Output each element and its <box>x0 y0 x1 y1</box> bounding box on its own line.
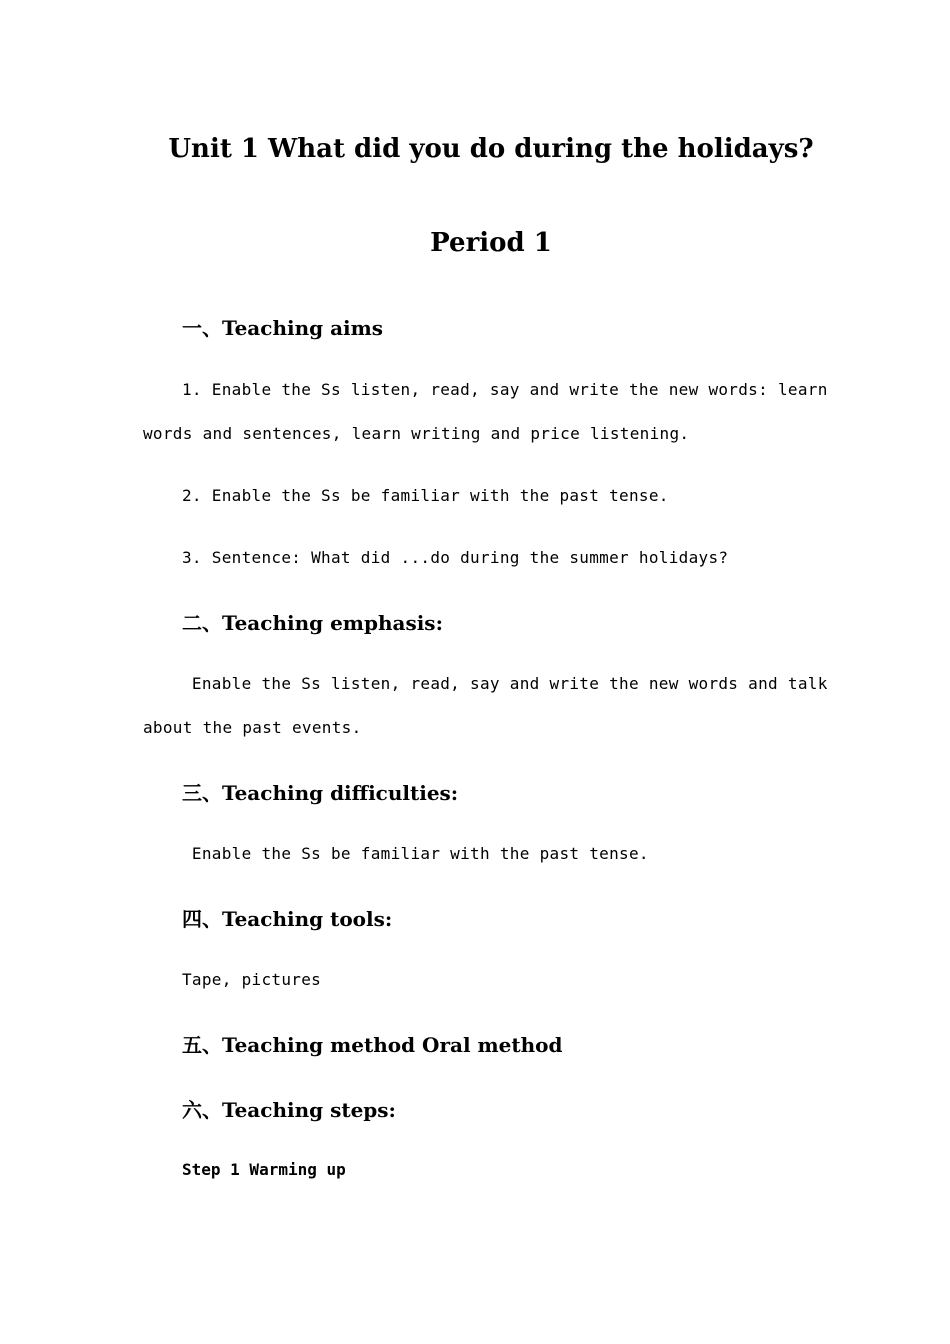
heading-teaching-aims: 一、Teaching aims <box>182 316 384 340</box>
heading-teaching-difficulties: 三、Teaching difficulties: <box>182 781 459 805</box>
aim-item-3: 3. Sentence: What did ...do during the summer holidays? <box>182 548 729 567</box>
document-subtitle: Period 1 <box>430 228 552 258</box>
heading-teaching-emphasis: 二、Teaching emphasis: <box>182 611 443 635</box>
document-title: Unit 1 What did you do during the holidays? <box>168 134 814 164</box>
difficulties-line-1: Enable the Ss be familiar with the past tense. <box>182 844 649 863</box>
aim-item-2: 2. Enable the Ss be familiar with the past tense. <box>182 486 669 505</box>
emphasis-line-2: about the past events. <box>143 718 362 737</box>
heading-teaching-method: 五、Teaching method Oral method <box>182 1033 563 1057</box>
step-1-heading: Step 1 Warming up <box>182 1160 346 1179</box>
heading-teaching-tools: 四、Teaching tools: <box>182 907 393 931</box>
aim-item-1-line-1: 1. Enable the Ss listen, read, say and write the new words: learn <box>182 380 828 399</box>
aim-item-1-line-2: words and sentences, learn writing and price listening. <box>143 424 690 443</box>
emphasis-line-1: Enable the Ss listen, read, say and write the new words and talk <box>182 674 828 693</box>
tools-line-1: Tape, pictures <box>182 970 322 989</box>
heading-teaching-steps: 六、Teaching steps: <box>182 1098 396 1122</box>
